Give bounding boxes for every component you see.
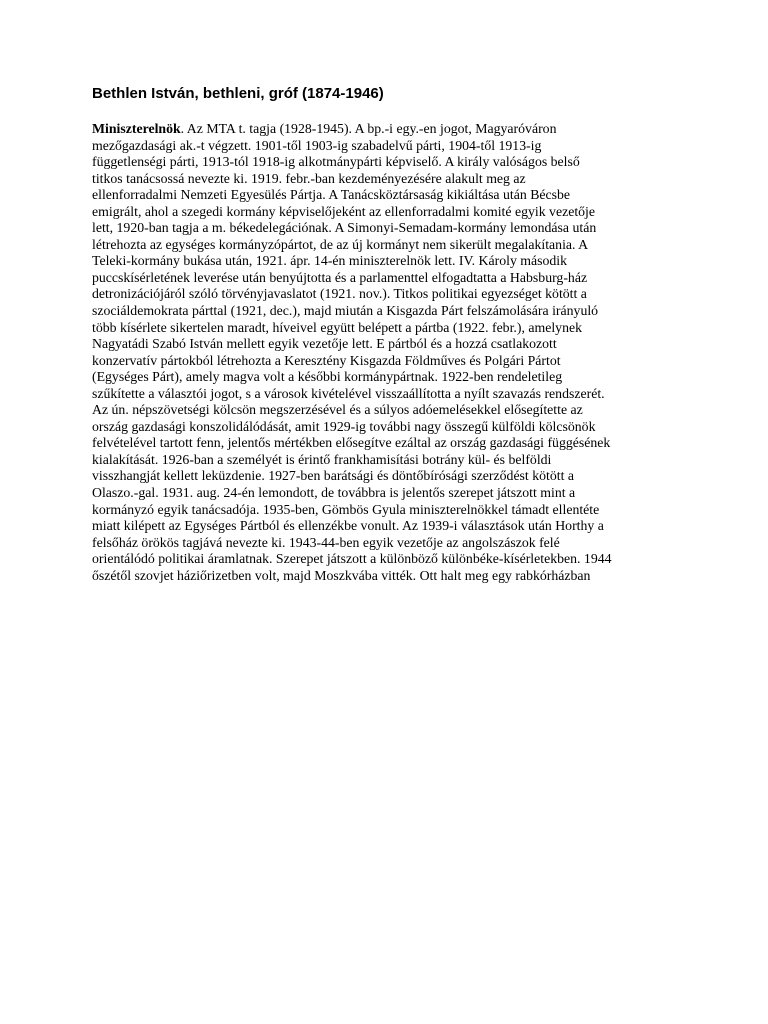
body-line: függetlenségi párti, 1913-tól 1918-ig alkotmánypárti képviselő. A király valóságos belső (92, 154, 580, 170)
body-line: emigrált, ahol a szegedi kormány képviselőjeként az ellenforradalmi komité egyik vezetője (92, 203, 596, 219)
body-line: kormányzó egyik tanácsadója. 1935-ben, Gömbös Gyula miniszterelnökkel támadt ellentéte (92, 501, 600, 517)
body-line: felvételével tartott fenn, jelentős mértékben elősegítve ezáltal az ország gazdasági függésének (92, 435, 611, 451)
body-line: több kísérlete sikertelen maradt, híveivel együtt belépett a pártba (1922. febr.), amelynek (92, 319, 582, 335)
body-line: lett, 1920-ban tagja a m. békedelegációnak. A Simonyi-Semadam-kormány lemondása után (92, 220, 597, 236)
body-line: Teleki-kormány bukása után, 1921. ápr. 14-én miniszterelnök lett. IV. Károly második (92, 253, 568, 269)
body-line: kialakítását. 1926-ban a személyét is érintő frankhamisítási botrány kül- és belföldi (92, 451, 552, 467)
body-line: Az ún. népszövetségi kölcsön megszerzésével és a súlyos adóemelésekkel elősegítette az (92, 402, 583, 418)
document-title: Bethlen István, bethleni, gróf (1874-1946) (92, 85, 384, 102)
document-body (92, 121, 672, 584)
body-line: orientálódó politikai áramlatnak. Szerepet játszott a különböző különbéke-kísérletekben. 1944 (92, 551, 612, 567)
body-line: őszétől szovjet háziőrizetben volt, majd Moszkvába vitték. Ott halt meg egy rabkórházban (92, 567, 591, 583)
body-line: miatt kilépett az Egységes Pártból és ellenzékbe vonult. Az 1939-i választások után Horthy a (92, 518, 604, 534)
body-line: visszhangját kellett leküzdenie. 1927-ben barátsági és döntőbírósági szerződést kötött a (92, 468, 574, 484)
body-line: titkos tanácsossá nevezte ki. 1919. febr.-ban kezdeményezésére alakult meg az (92, 170, 526, 186)
body-line: létrehozta az egységes kormányzópártot, de az új kormányt nem sikerült megalakítania. A (92, 236, 589, 252)
body-line (92, 121, 672, 138)
body-line: puccskísérletének leverése után benyújtotta és a parlamenttel elfogadtatta a Habsburg-ház (92, 269, 588, 285)
body-line: ellenforradalmi Nemzeti Egyesülés Pártja. A Tanácsköztársaság kikiáltása után Bécsbe (92, 187, 571, 203)
body-line: detronizációjáról szóló törvényjavaslatot (1921. nov.). Titkos politikai egyezséget kötött a (92, 286, 587, 302)
lead-word: Miniszterelnök (92, 121, 181, 136)
body-line: szűkítette a választói jogot, s a városok kivételével visszaállította a nyílt szavazás rendszerét. (92, 385, 605, 401)
body-line: Olaszo.-gal. 1931. aug. 24-én lemondott, de továbbra is jelentős szerepet játszott mint a (92, 485, 576, 501)
body-line: szociáldemokrata párttal (1921, dec.), majd miután a Kisgazda Párt felszámolására irányuló (92, 303, 599, 319)
body-line: ország gazdasági konszolidálódását, amit 1929-ig további nagy összegű külföldi kölcsönök (92, 418, 596, 434)
body-line: Nagyatádi Szabó István mellett egyik vezetője lett. E pártból és a hozzá csatlakozott (92, 336, 557, 352)
body-line: konzervatív pártokból létrehozta a Keresztény Kisgazda Földműves és Polgári Pártot (92, 352, 561, 368)
body-line-text: . Az MTA t. tagja (1928-1945). A bp.-i egy.-en jogot, Magyaróváron (180, 121, 557, 136)
body-line: mezőgazdasági ak.-t végzett. 1901-től 1903-ig szabadelvű párti, 1904-től 1913-ig (92, 137, 542, 153)
body-line: (Egységes Párt), amely magva volt a későbbi kormánypártnak. 1922-ben rendeletileg (92, 369, 563, 385)
body-line: felsőház örökös tagjává nevezte ki. 1943-44-ben egyik vezetője az angolszászok felé (92, 534, 560, 550)
